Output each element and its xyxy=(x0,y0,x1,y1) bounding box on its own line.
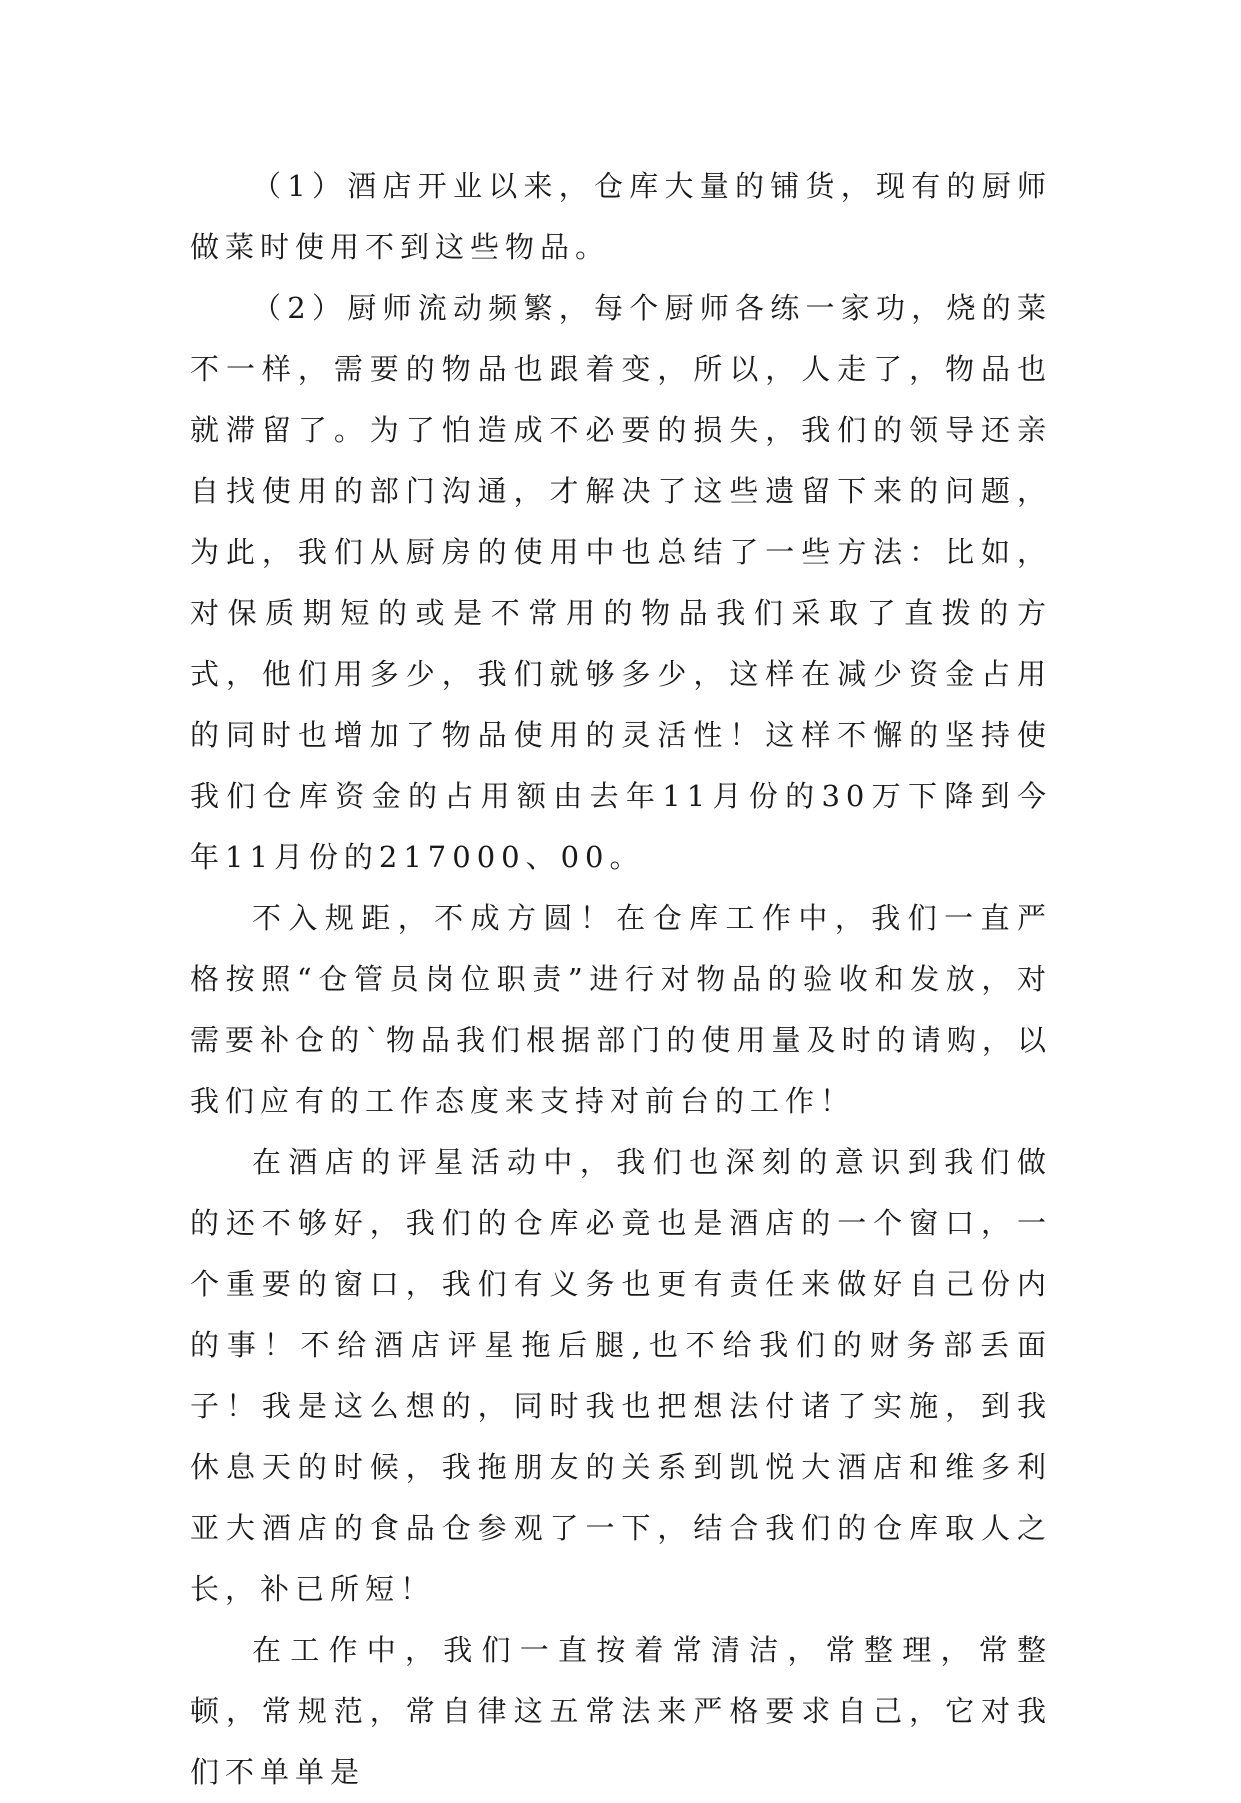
paragraph-4: 在酒店的评星活动中，我们也深刻的意识到我们做的还不够好，我们的仓库必竟也是酒店的一个窗口，一个重要的窗口，我们有义务也更有责任来做好自己份内的事！不给酒店评星拖后腿,也不给我们的财务部丢面子！我是这么想的，同时我也把想法付诸了实施，到我休息天的时候，我拖朋友的关系到凯悦大酒店和维多利亚大酒店的食品仓参观了一下，结合我们的仓库取人之长，补已所短！ xyxy=(190,1145,1052,1606)
paragraph-3: 不入规距，不成方圆！在仓库工作中，我们一直严格按照“仓管员岗位职责”进行对物品的验收和发放，对需要补仓的`物品我们根据部门的使用量及时的请购，以我们应有的工作态度来支持对前台的工作！ xyxy=(190,901,1052,1118)
paragraph-2: （2）厨师流动频繁，每个厨师各练一家功，烧的菜不一样，需要的物品也跟着变，所以，人走了，物品也就滞留了。为了怕造成不必要的损失，我们的领导还亲自找使用的部门沟通，才解决了这些遗留下来的问题，为此，我们从厨房的使用中也总结了一些方法：比如，对保质期短的或是不常用的物品我们采取了直拨的方式，他们用多少，我们就够多少，这样在减少资金占用的同时也增加了物品使用的灵活性！这样不懈的坚持使我们仓库资金的占用额由去年11月份的30万下降到今年11月份的217000、00。 xyxy=(190,291,1052,874)
paragraph-5: 在工作中，我们一直按着常清洁，常整理，常整顿，常规范，常自律这五常法来严格要求自己，它对我们不单单是 xyxy=(190,1633,1052,1789)
paragraph-1: （1）酒店开业以来，仓库大量的铺货，现有的厨师做菜时使用不到这些物品。 xyxy=(190,169,1052,264)
document-body xyxy=(190,156,1052,1803)
